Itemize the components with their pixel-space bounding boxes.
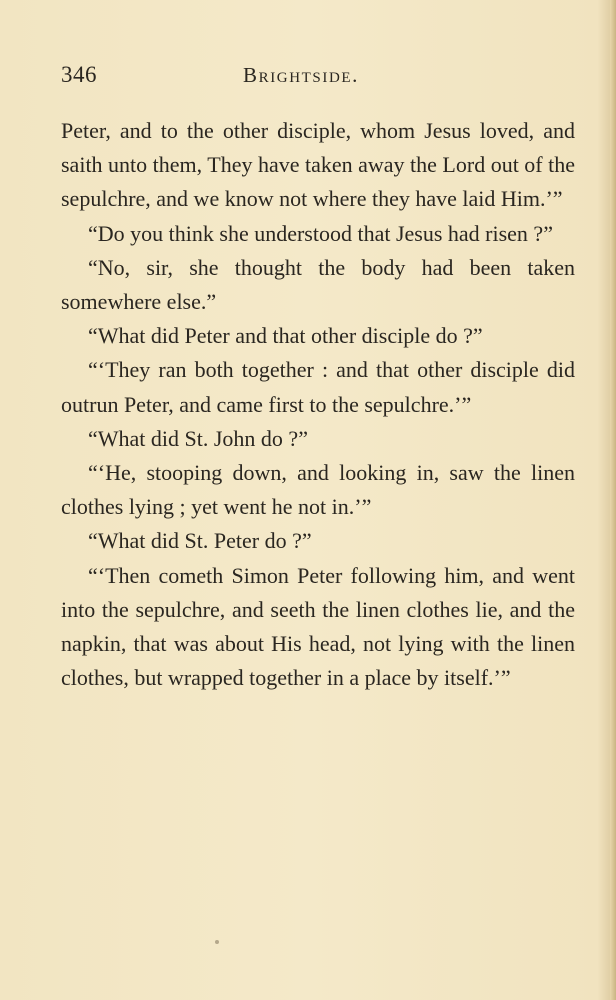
paragraph: “Do you think she understood that Jesus had risen ?” — [88, 220, 553, 246]
page-body — [61, 114, 575, 695]
book-title: Brightside. — [243, 63, 360, 87]
paragraph: “No, sir, she thought the body had been taken somewhere else.” — [61, 254, 575, 315]
paragraph: “What did St. John do ?” — [88, 425, 308, 451]
paragraph: “‘Then cometh Simon Peter following him, and went into the sepulchre, and seeth the linen clothes lie, and the napkin, that was about His head, not lying with the linen clothes, but wrapped together in a place by itself.’” — [61, 562, 575, 691]
paper-speck — [215, 940, 219, 944]
paragraph: “‘They ran both together : and that other disciple did outrun Peter, and came first to the sepulchre.’” — [61, 357, 575, 417]
page-number: 346 — [61, 62, 97, 87]
paragraph-continued: Peter, and to the other disciple, whom Jesus loved, and saith unto them, They have taken away the Lord out of the sepulchre, and we know not where they have laid Him.’” — [61, 118, 576, 212]
paragraph: “What did St. Peter do ?” — [88, 528, 312, 554]
paragraph: “What did Peter and that other disciple do ?” — [88, 323, 483, 349]
paragraph: “‘He, stooping down, and looking in, saw the linen clothes lying ; yet went he not in.’” — [61, 460, 575, 520]
page-edge — [610, 0, 616, 1000]
running-head — [61, 62, 575, 94]
